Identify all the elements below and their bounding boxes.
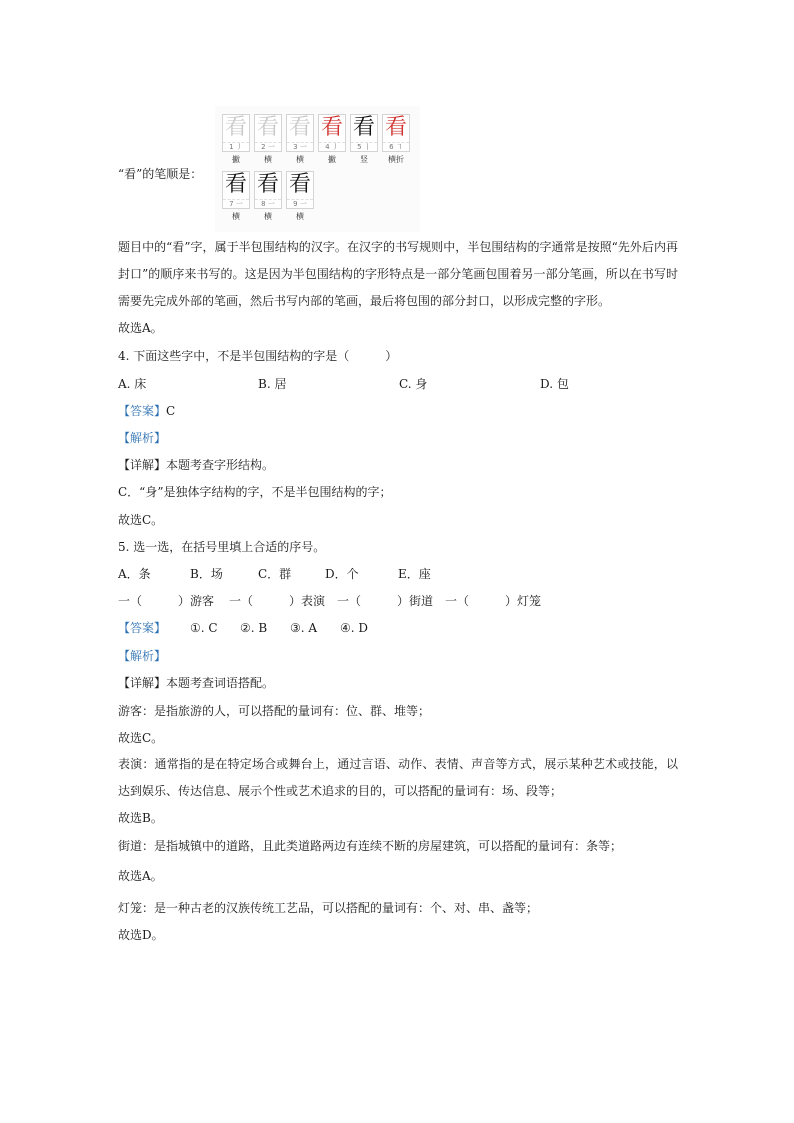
stroke-name: 横折: [388, 155, 404, 164]
question-4: 4. 下面这些字中，不是半包围结构的字是（ ）: [118, 349, 398, 363]
question-5: 5. 选一选，在括号里填上合适的序号。: [118, 540, 326, 554]
stroke-step-glyph: 看: [352, 115, 375, 140]
option-b: B．场: [190, 567, 223, 581]
stroke-step-6: [382, 114, 410, 152]
answer-2: ②. B: [240, 621, 268, 635]
stroke-step-number: 4 丿: [319, 142, 345, 151]
choice-line: 故选C。: [118, 731, 164, 745]
option-c: C. 身: [399, 377, 428, 391]
choice-line: 故选D。: [118, 928, 164, 942]
stroke-step-5: [350, 114, 378, 152]
stroke-step-glyph: 看: [288, 172, 311, 197]
stroke-name: 横: [264, 212, 272, 221]
jiedao-explanation: 街道：是指城镇中的道路，且此类道路两边有连续不断的房屋建筑，可以搭配的量词有：条等；: [118, 839, 623, 853]
choice-line: 故选A。: [118, 321, 163, 335]
option-c: C．群: [258, 567, 292, 581]
stroke-step-number: 3 一: [287, 142, 313, 151]
stroke-step-glyph: 看: [256, 115, 279, 140]
blank-biaoyan: 一（ ）表演: [229, 594, 326, 608]
stroke-name: 撇: [328, 155, 336, 164]
choice-line: 故选B。: [118, 811, 163, 825]
choice-line: 故选C。: [118, 513, 164, 527]
stroke-name: 撇: [232, 155, 240, 164]
stroke-step-number: 7 一: [223, 199, 249, 208]
stroke-step-3: [286, 114, 314, 152]
blank-youke: 一（ ）游客: [118, 594, 215, 608]
stroke-step-8: [254, 171, 282, 209]
stroke-step-glyph: 看: [224, 115, 247, 140]
stroke-name: 横: [296, 155, 304, 164]
answer-line: [118, 403, 175, 419]
stroke-step-1: [222, 114, 250, 152]
option-d: D. 包: [540, 377, 569, 391]
explanation-line: C．“身”是独体字结构的字，不是半包围结构的字；: [118, 485, 392, 499]
stroke-name: 横: [296, 212, 304, 221]
answer-3: ③. A: [290, 621, 318, 635]
stroke-name: 横: [232, 212, 240, 221]
option-a: A. 床: [118, 377, 147, 391]
stroke-step-glyph: 看: [288, 115, 311, 140]
stroke-order-figure: [215, 106, 420, 232]
choice-line: 故选A。: [118, 869, 163, 883]
biaoyan-explanation: 表演：通常指的是在特定场合或舞台上，通过言语、动作、表情、声音等方式，展示某种艺术或技能，以达到娱乐、传达信息、展示个性或艺术追求的目的，可以搭配的量词有：场、段等；: [118, 757, 678, 798]
stroke-step-number: 9 一: [287, 199, 313, 208]
stroke-name: 竖: [360, 155, 368, 164]
answer-tag: 【答案】: [118, 621, 167, 635]
stroke-step-9: [286, 171, 314, 209]
stroke-step-4: [318, 114, 346, 152]
answer-value: C: [166, 404, 176, 418]
option-a: A．条: [118, 567, 151, 581]
blank-denglong: 一（ ）灯笼: [445, 594, 542, 608]
stroke-step-7: [222, 171, 250, 209]
option-d: D．个: [325, 567, 359, 581]
stroke-step-number: 6 ㇕: [383, 142, 409, 151]
option-e: E．座: [398, 567, 431, 581]
stroke-step-glyph: 看: [224, 172, 247, 197]
explanation-paragraph: 题目中的“看”字，属于半包围结构的汉字。在汉字的书写规则中，半包围结构的字通常是按照“先外后内再封口”的顺序来书写的。这是因为半包围结构的字形特点是一部分笔画包围着另一部分笔画，所以在书写时需要先完成外部的笔画，然后书写内部的笔画，最后将包围的部分封口，以形成完整的字形。: [118, 240, 678, 308]
answer-tag: 【答案】: [118, 404, 167, 418]
answer-4: ④. D: [340, 621, 369, 635]
detail-line: 【详解】本题考查词语搭配。: [118, 676, 275, 690]
stroke-order-intro: “看”的笔顺是：: [118, 167, 203, 181]
detail-line: 【详解】本题考查字形结构。: [118, 458, 275, 472]
stroke-step-number: 5 丨: [351, 142, 377, 151]
analysis-tag: 【解析】: [118, 431, 167, 445]
blank-jiedao: 一（ ）街道: [337, 594, 434, 608]
answer-1: ①. C: [190, 621, 218, 635]
stroke-step-glyph: 看: [384, 115, 407, 140]
stroke-step-glyph: 看: [256, 172, 279, 197]
option-b: B. 居: [258, 377, 287, 391]
stroke-step-number: 2 一: [255, 142, 281, 151]
stroke-step-number: 1 丿: [223, 142, 249, 151]
analysis-tag: 【解析】: [118, 649, 167, 663]
denglong-explanation: 灯笼：是一种古老的汉族传统工艺品，可以搭配的量词有：个、对、串、盏等；: [118, 901, 539, 915]
youke-explanation: 游客：是指旅游的人，可以搭配的量词有：位、群、堆等；: [118, 704, 431, 718]
stroke-step-number: 8 一: [255, 199, 281, 208]
stroke-step-2: [254, 114, 282, 152]
stroke-name: 横: [264, 155, 272, 164]
stroke-step-glyph: 看: [320, 115, 343, 140]
